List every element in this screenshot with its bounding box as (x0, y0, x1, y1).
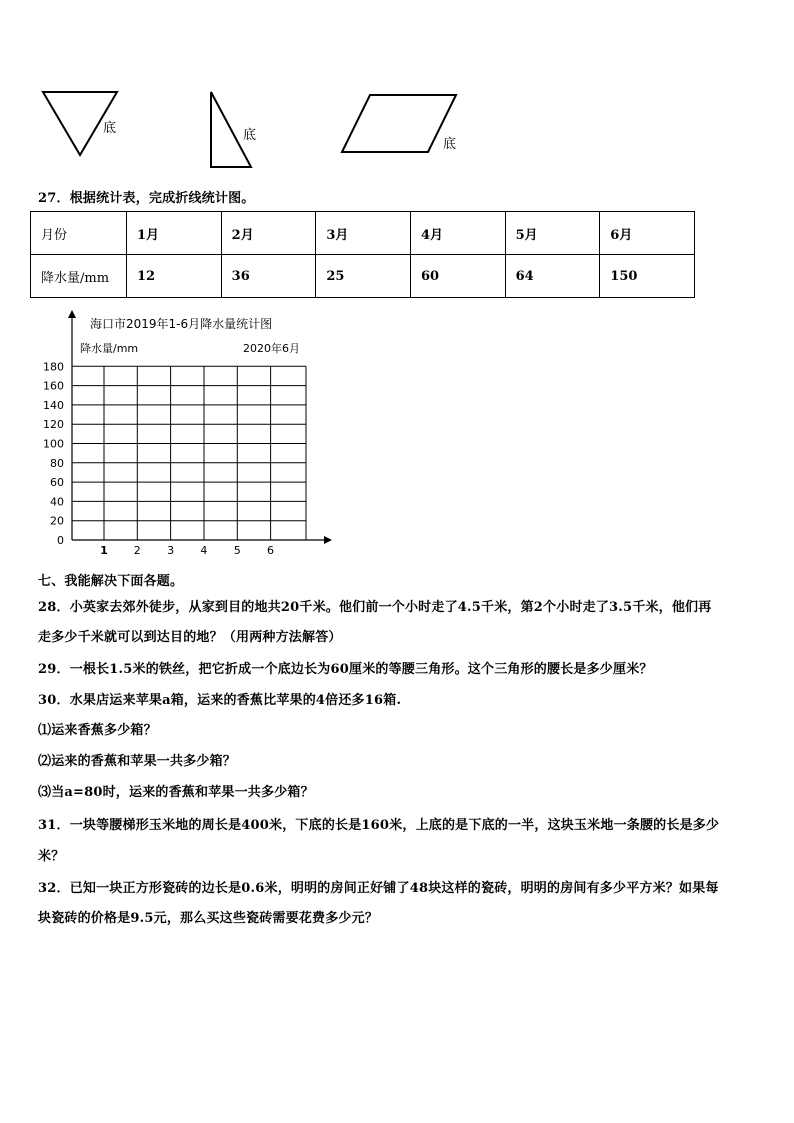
question-31-line-2: 米？ (38, 849, 65, 864)
question-29: 29．一根长1.5米的铁丝，把它折成一个底边长为60厘米的等腰三角形。这个三角形的腰长是多少厘米？ (38, 662, 653, 677)
rainfall-table (30, 211, 695, 298)
question-30-part-1: ⑴运来香蕉多少箱？ (38, 723, 157, 738)
chart-x-tick-label: 5 (233, 544, 241, 557)
table-cell-rainfall: 36 (221, 255, 316, 298)
table-cell-rainfall: 12 (127, 255, 222, 298)
chart-y-tick-label: 40 (50, 495, 64, 509)
question-27-prompt: 27．根据统计表，完成折线统计图。 (38, 191, 255, 206)
shape-label-base-2: 底 (243, 128, 257, 143)
chart-y-tick-label: 20 (50, 514, 64, 528)
question-32-line-1: 32．已知一块正方形瓷砖的边长是0.6米，明明的房间正好铺了48块这样的瓷砖，明明的房间有多少平方米？如果每 (38, 881, 719, 896)
chart-date-note: 2020年6月 (243, 342, 300, 355)
chart-y-tick-label: 60 (50, 476, 64, 490)
chart-y-tick-label: 140 (43, 398, 64, 412)
chart-x-tick-label: 1 (100, 544, 108, 557)
chart-x-axis-arrow (324, 536, 332, 544)
chart-y-axis-arrow (68, 310, 76, 318)
table-cell-month: 1月 (127, 212, 222, 255)
question-30: 30．水果店运来苹果a箱，运来的香蕉比苹果的4倍还多16箱. (38, 693, 402, 708)
shape-label-base-1: 底 (103, 121, 117, 136)
table-cell-rainfall: 25 (316, 255, 411, 298)
chart-x-tick-label: 2 (133, 544, 141, 557)
table-row-rainfall (31, 255, 695, 298)
table-cell-month: 6月 (600, 212, 695, 255)
table-row-months (31, 212, 695, 255)
chart-y-tick-label: 0 (57, 534, 64, 547)
table-cell-rainfall: 64 (505, 255, 600, 298)
rainfall-line-chart (0, 300, 794, 560)
table-header-month: 月份 (31, 212, 127, 255)
table-header-rainfall: 降水量/mm (31, 255, 127, 298)
question-30-part-3: ⑶当a=80时，运来的香蕉和苹果一共多少箱？ (38, 785, 314, 800)
table-cell-month: 5月 (505, 212, 600, 255)
table-cell-rainfall: 150 (600, 255, 695, 298)
question-30-part-2: ⑵运来的香蕉和苹果一共多少箱？ (38, 754, 237, 769)
parallelogram (342, 95, 456, 152)
chart-x-tick-label: 3 (167, 544, 175, 557)
question-32-line-2: 块瓷砖的价格是9.5元，那么买这些瓷砖需要花费多少元？ (38, 911, 379, 926)
section-7-heading: 七、我能解决下面各题。 (38, 574, 184, 589)
table-cell-month: 2月 (221, 212, 316, 255)
chart-title: 海口市2019年1-6月降水量统计图 (90, 317, 273, 331)
chart-x-tick-label: 6 (267, 544, 274, 557)
chart-y-tick-label: 180 (43, 360, 64, 374)
question-28-line-1: 28．小英家去郊外徒步，从家到目的地共20千米。他们前一个小时走了4.5千米，第2个小时走了3.5千米，他们再 (38, 600, 712, 615)
shapes-figure (0, 80, 794, 175)
chart-x-tick-label: 4 (200, 544, 208, 557)
chart-ylabel: 降水量/mm (80, 342, 139, 355)
shape-label-base-3: 底 (443, 137, 457, 152)
chart-y-tick-label: 80 (50, 456, 64, 470)
table-cell-rainfall: 60 (410, 255, 505, 298)
chart-y-tick-label: 160 (43, 379, 64, 393)
chart-y-tick-label: 100 (43, 437, 64, 451)
table-cell-month: 3月 (316, 212, 411, 255)
chart-y-tick-label: 120 (43, 418, 64, 432)
question-28-line-2: 走多少千米就可以到达目的地？（用两种方法解答） (38, 630, 342, 645)
table-cell-month: 4月 (410, 212, 505, 255)
question-31-line-1: 31．一块等腰梯形玉米地的周长是400米，下底的长是160米，上底的是下底的一半，这块玉米地一条腰的长是多少 (38, 818, 720, 833)
